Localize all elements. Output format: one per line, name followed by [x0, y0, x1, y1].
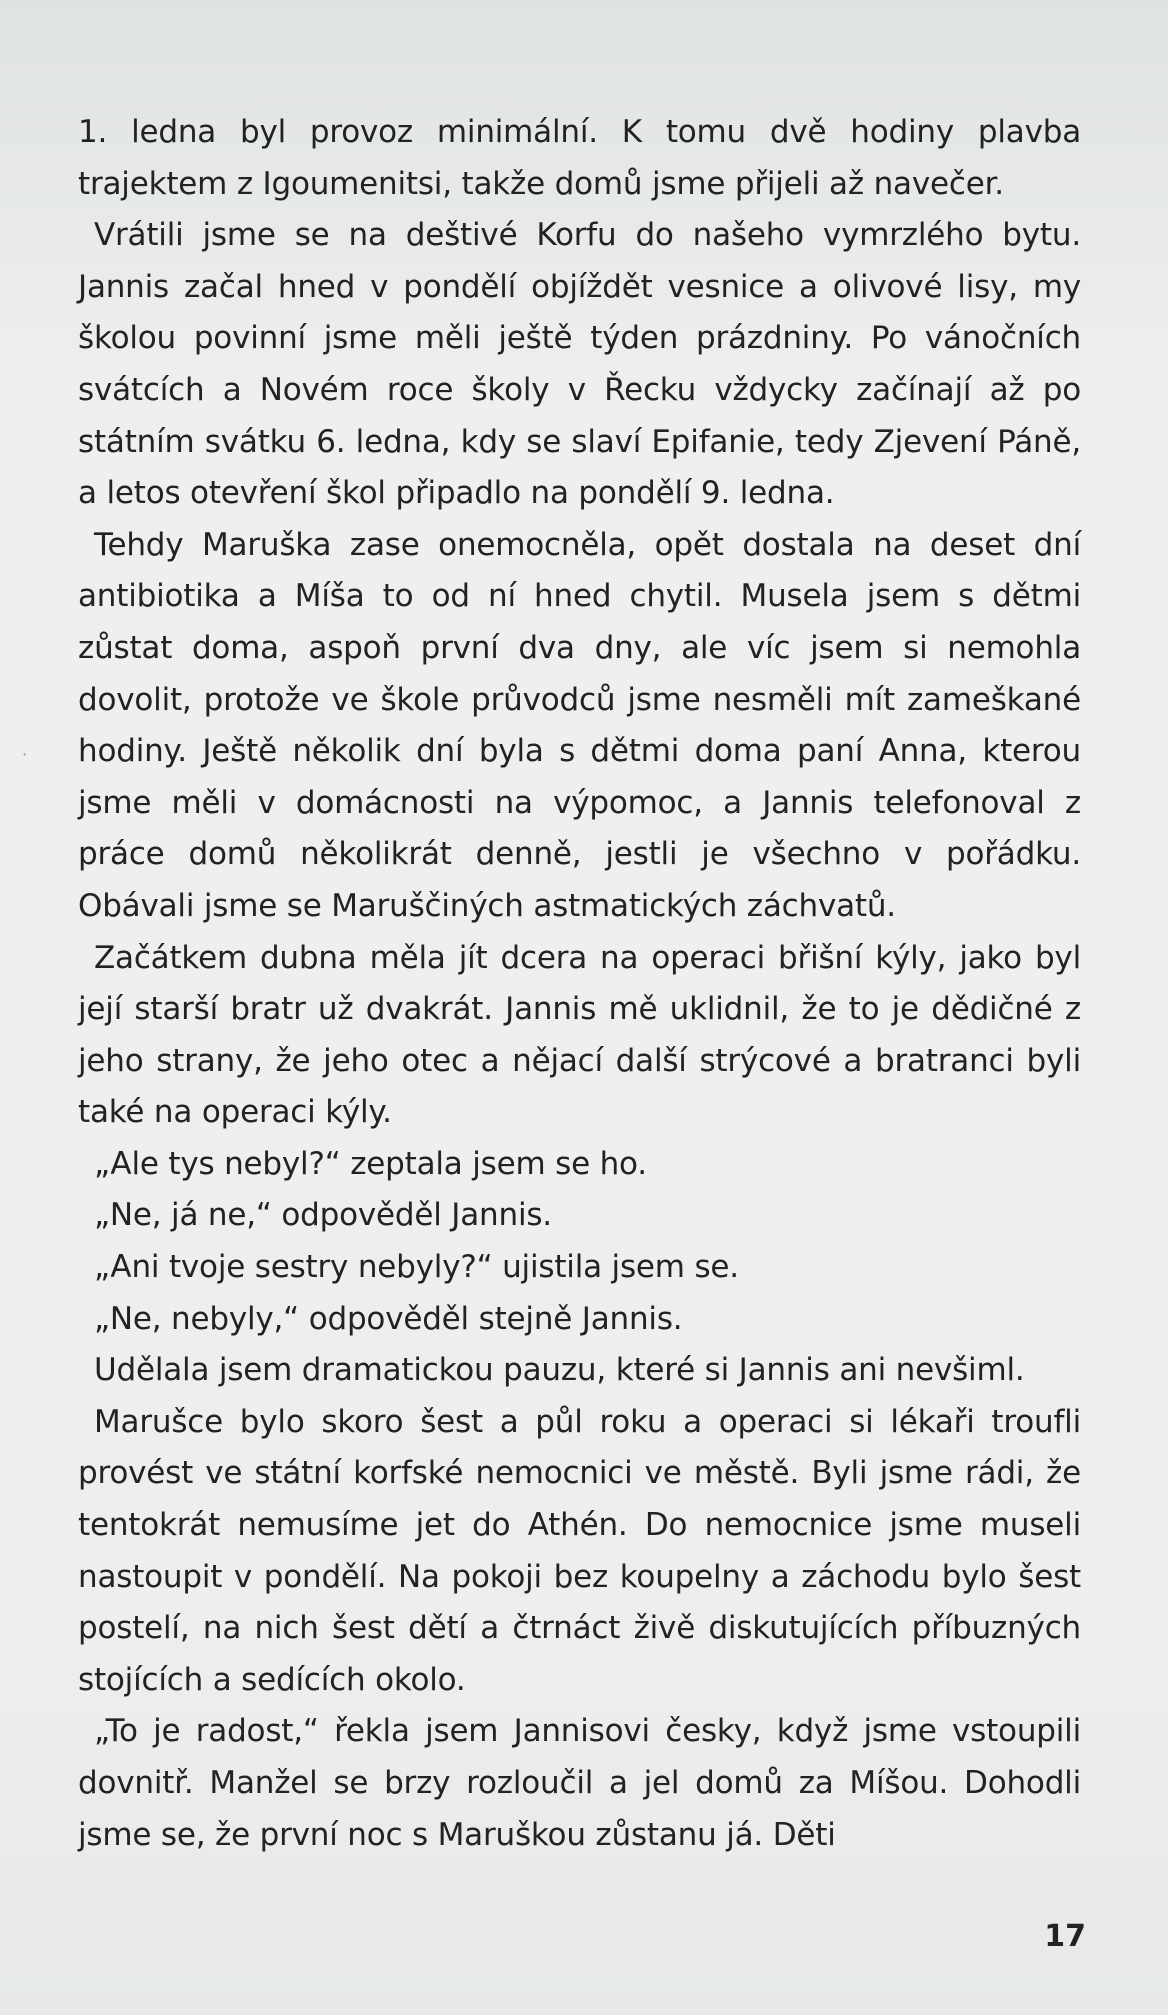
- paragraph: Začátkem dubna měla jít dcera na operaci břišní kýly, jako byl její starší bratr už dvakrát. Jannis mě uklidnil, že to je dědičné z jeho strany, že jeho otec a nějací další strýcové a bratranci byli také na operaci kýly.: [78, 939, 1081, 1131]
- paragraph: Udělala jsem dramatickou pauzu, které si Jannis ani nevšiml.: [94, 1352, 1025, 1389]
- paragraph: Tehdy Maruška zase onemocněla, opět dostala na deset dní antibiotika a Míša to od ní hned chytil. Musela jsem s dětmi zůstat doma, aspoň první dva dny, ale víc jsem si nemohla dovolit, protože ve škole průvodců jsme nesměli mít zameškané hodiny. Ještě několik dní byla s dětmi doma paní Anna, kterou jsme měli v domácnosti na výpomoc, a Jannis telefonoval z práce domů několikrát denně, jestli je všechno v pořádku. Obávali jsme se Maruščiných astmatických záchvatů.: [78, 526, 1081, 924]
- body-text: [78, 107, 1081, 1861]
- dialogue-line: „Ne, já ne,“ odpověděl Jannis.: [94, 1197, 552, 1234]
- paragraph: 1. ledna byl provoz minimální. K tomu dvě hodiny plavba trajektem z Igoumenitsi, takže domů jsme přijeli až navečer.: [78, 114, 1081, 202]
- paragraph: Vrátili jsme se na deštivé Korfu do našeho vymrzlého bytu. Jannis začal hned v pondělí objíždět vesnice a olivové lisy, my školou povinní jsme měli ještě týden prázdniny. Po vánočních svátcích a Novém roce školy v Řecku vždycky začínají až po státním svátku 6. ledna, kdy se slaví Epifanie, tedy Zjevení Páně, a letos otevření škol připadlo na pondělí 9. ledna.: [78, 217, 1081, 512]
- paragraph: „To je radost,“ řekla jsem Jannisovi česky, když jsme vstoupili dovnitř. Manžel se brzy rozloučil a jel domů za Míšou. Dohodli jsme se, že první noc s Maruškou zůstanu já. Děti: [78, 1713, 1081, 1853]
- paragraph: Marušce bylo skoro šest a půl roku a operaci si lékaři troufli provést ve státní korfské nemocnici ve městě. Byli jsme rádi, že tentokrát nemusíme jet do Athén. Do nemocnice jsme museli nastoupit v pondělí. Na pokoji bez koupelny a záchodu bylo šest postelí, na nich šest dětí a čtrnáct živě diskutujících příbuzných stojících a sedících okolo.: [78, 1403, 1081, 1698]
- dialogue-line: „Ne, nebyly,“ odpověděl stejně Jannis.: [94, 1300, 683, 1337]
- dialogue-line: „Ale tys nebyl?“ zeptala jsem se ho.: [94, 1145, 647, 1182]
- margin-mark: ·: [22, 745, 28, 764]
- page-number: 17: [1044, 1919, 1086, 1954]
- dialogue-line: „Ani tvoje sestry nebyly?“ ujistila jsem se.: [94, 1249, 739, 1286]
